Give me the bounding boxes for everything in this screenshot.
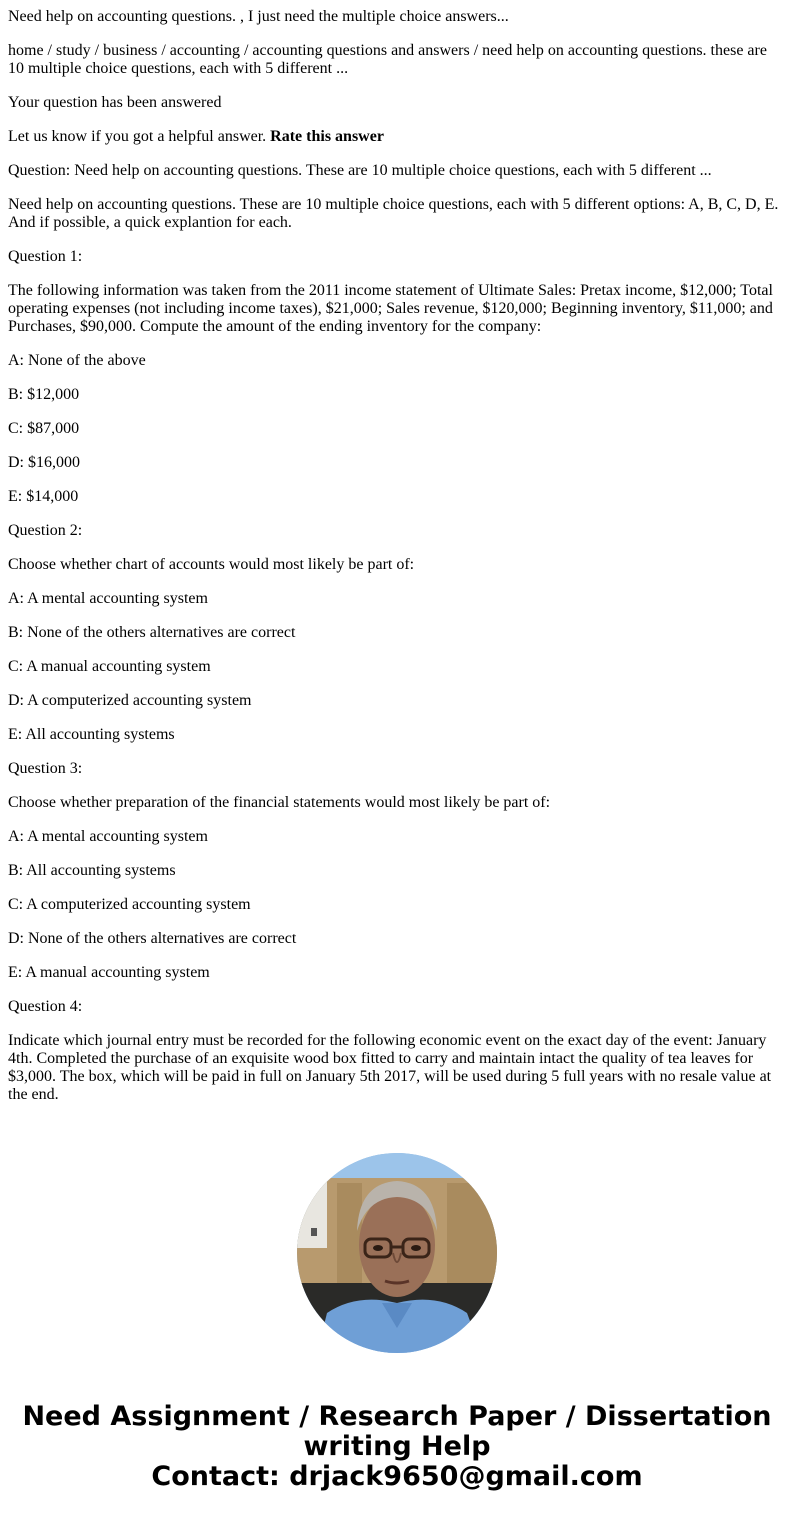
tutor-avatar (297, 1153, 497, 1353)
document-body (8, 0, 786, 1122)
answered-notice: Your question has been answered (8, 94, 222, 111)
question-4-text: Indicate which journal entry must be recorded for the following economic event on the exact day of the event: January 4th. Completed the purchase of an exquisite wood box fitted to carry and maintain intact the quality of tea leaves for $3,000. The box, which will be paid in full on January 5th 2017, will be used during 5 full years with no resale value at the end. (8, 1032, 772, 1103)
question-3-option-b: B: All accounting systems (8, 862, 176, 879)
question-2-text: Choose whether chart of accounts would most likely be part of: (8, 556, 415, 573)
question-1-option-c: C: $87,000 (8, 420, 80, 437)
question-2-option-c: C: A manual accounting system (8, 658, 211, 675)
question-1-option-b: B: $12,000 (8, 386, 80, 403)
question-3-text: Choose whether preparation of the financial statements would most likely be part of: (8, 794, 551, 811)
promo-contact[interactable]: Contact: drjack9650@gmail.com (151, 1461, 643, 1492)
question-2-option-e: E: All accounting systems (8, 726, 175, 743)
question-2-option-a: A: A mental accounting system (8, 590, 208, 607)
rate-answer-link[interactable]: Rate this answer (270, 128, 384, 145)
question-1-text: The following information was taken from the 2011 income statement of Ultimate Sales: Pretax income, $12,000; Total operating expenses (not including income taxes), $21,000; Sales revenue, $120,000; Beginning inventory, $11,000; and Purchases, $90,000. Compute the amount of the ending inventory for the company: (8, 282, 773, 335)
question-4-label: Question 4: (8, 998, 83, 1015)
page-heading: Need help on accounting questions. , I just need the multiple choice answers... (8, 8, 509, 25)
breadcrumb[interactable]: home / study / business / accounting / accounting questions and answers / need help on accounting questions. these are 10 multiple choice questions, each with 5 different ... (8, 42, 767, 77)
feedback-prompt: Let us know if you got a helpful answer. (8, 128, 271, 145)
tutor-portrait-icon (297, 1153, 497, 1353)
question-3-option-d: D: None of the others alternatives are correct (8, 930, 297, 947)
question-3-option-c: C: A computerized accounting system (8, 896, 251, 913)
question-1-option-e: E: $14,000 (8, 488, 79, 505)
question-2-option-b: B: None of the others alternatives are correct (8, 624, 296, 641)
question-3-option-e: E: A manual accounting system (8, 964, 210, 981)
question-intro: Need help on accounting questions. These are 10 multiple choice questions, each with 5 different options: A, B, C, D, E. And if possible, a quick explantion for each. (8, 196, 779, 231)
question-1-label: Question 1: (8, 248, 83, 265)
question-summary: Question: Need help on accounting questions. These are 10 multiple choice questions, each with 5 different ... (8, 162, 712, 179)
question-1-option-d: D: $16,000 (8, 454, 80, 471)
question-2-label: Question 2: (8, 522, 83, 539)
promo-line-2: writing Help (303, 1431, 491, 1462)
promo-banner (0, 1402, 794, 1492)
promo-line-1: Need Assignment / Research Paper / Dissertation (22, 1401, 772, 1432)
question-3-option-a: A: A mental accounting system (8, 828, 208, 845)
feedback-line (8, 128, 786, 146)
question-3-label: Question 3: (8, 760, 83, 777)
question-2-option-d: D: A computerized accounting system (8, 692, 252, 709)
question-1-option-a: A: None of the above (8, 352, 146, 369)
